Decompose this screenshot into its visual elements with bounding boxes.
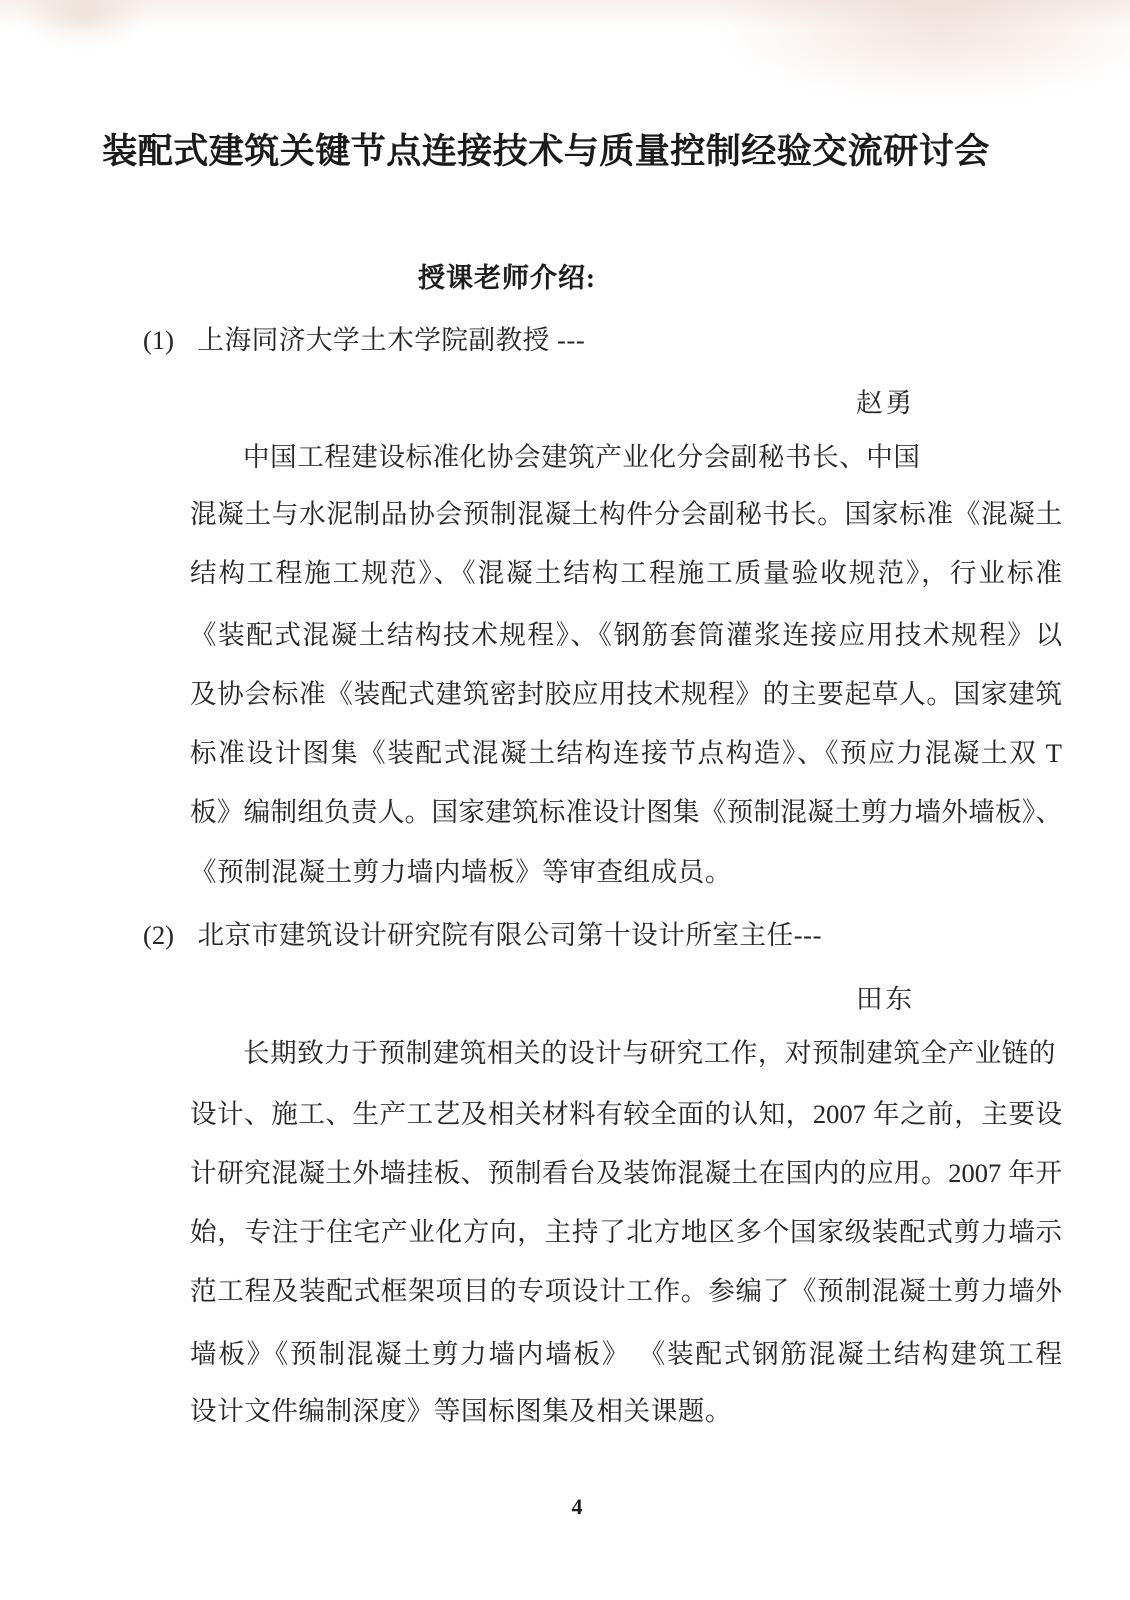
- teacher-2-index: (2): [143, 920, 174, 950]
- teacher-1-bio-line: 标准设计图集《装配式混凝土结构连接节点构造》、《预应力混凝土双 T: [190, 738, 1062, 768]
- teacher-1-bio-line: 《预制混凝土剪力墙内墙板》等审查组成员。: [190, 857, 732, 887]
- teacher-1-bio-line: 混凝土与水泥制品协会预制混凝土构件分会副秘书长。国家标准《混凝土: [190, 499, 1062, 529]
- teacher-2-bio-line: 设计文件编制深度》等国标图集及相关课题。: [190, 1396, 732, 1426]
- teacher-2-bio-line: 范工程及装配式框架项目的专项设计工作。参编了《预制混凝土剪力墙外: [190, 1276, 1062, 1306]
- scan-artifact-top-left: [18, 0, 148, 46]
- document-title: 装配式建筑关键节点连接技术与质量控制经验交流研讨会: [102, 132, 990, 171]
- teacher-2-bio-line: 墙板》《预制混凝土剪力墙内墙板》 《装配式钢筋混凝土结构建筑工程: [190, 1339, 1062, 1369]
- page-number: 4: [571, 1494, 583, 1519]
- teacher-1-bio-line: 结构工程施工规范》、《混凝土结构工程施工质量验收规范》，行业标准: [190, 558, 1062, 588]
- teacher-2-bio-line: 计研究混凝土外墙挂板、预制看台及装饰混凝土在国内的应用。2007 年开: [190, 1158, 1062, 1188]
- teacher-1-bio-line: 《装配式混凝土结构技术规程》、《钢筋套筒灌浆连接应用技术规程》以: [190, 620, 1062, 650]
- teacher-2-bio-line: 始，专注于住宅产业化方向，主持了北方地区多个国家级装配式剪力墙示: [190, 1217, 1062, 1247]
- teacher-1-affiliation-row: [143, 318, 1063, 357]
- teacher-2-bio-line: 设计、施工、生产工艺及相关材料有较全面的认知，2007 年之前，主要设: [190, 1099, 1062, 1129]
- teacher-2-name: 田东: [856, 984, 915, 1014]
- teacher-2-affiliation-row: [143, 913, 1063, 952]
- teacher-1-index: (1): [143, 325, 174, 355]
- section-heading: 授课老师介绍:: [418, 263, 596, 293]
- teacher-1-name: 赵勇: [856, 388, 915, 418]
- scan-artifact-top-tint: [0, 0, 1130, 28]
- scan-artifact-top-right: [710, 0, 1130, 102]
- teacher-1-bio-line: 中国工程建设标准化协会建筑产业化分会副秘书长、中国: [243, 442, 921, 472]
- teacher-1-bio-line: 板》编制组负责人。国家建筑标准设计图集《预制混凝土剪力墙外墙板》、: [190, 797, 1062, 827]
- teacher-1-bio-line: 及协会标准《装配式建筑密封胶应用技术规程》的主要起草人。国家建筑: [190, 679, 1062, 709]
- teacher-2-bio-line: 长期致力于预制建筑相关的设计与研究工作，对预制建筑全产业链的: [243, 1038, 1056, 1068]
- teacher-1-affiliation: 上海同济大学土木学院副教授 ---: [197, 325, 586, 355]
- teacher-2-affiliation: 北京市建筑设计研究院有限公司第十设计所室主任---: [197, 920, 823, 950]
